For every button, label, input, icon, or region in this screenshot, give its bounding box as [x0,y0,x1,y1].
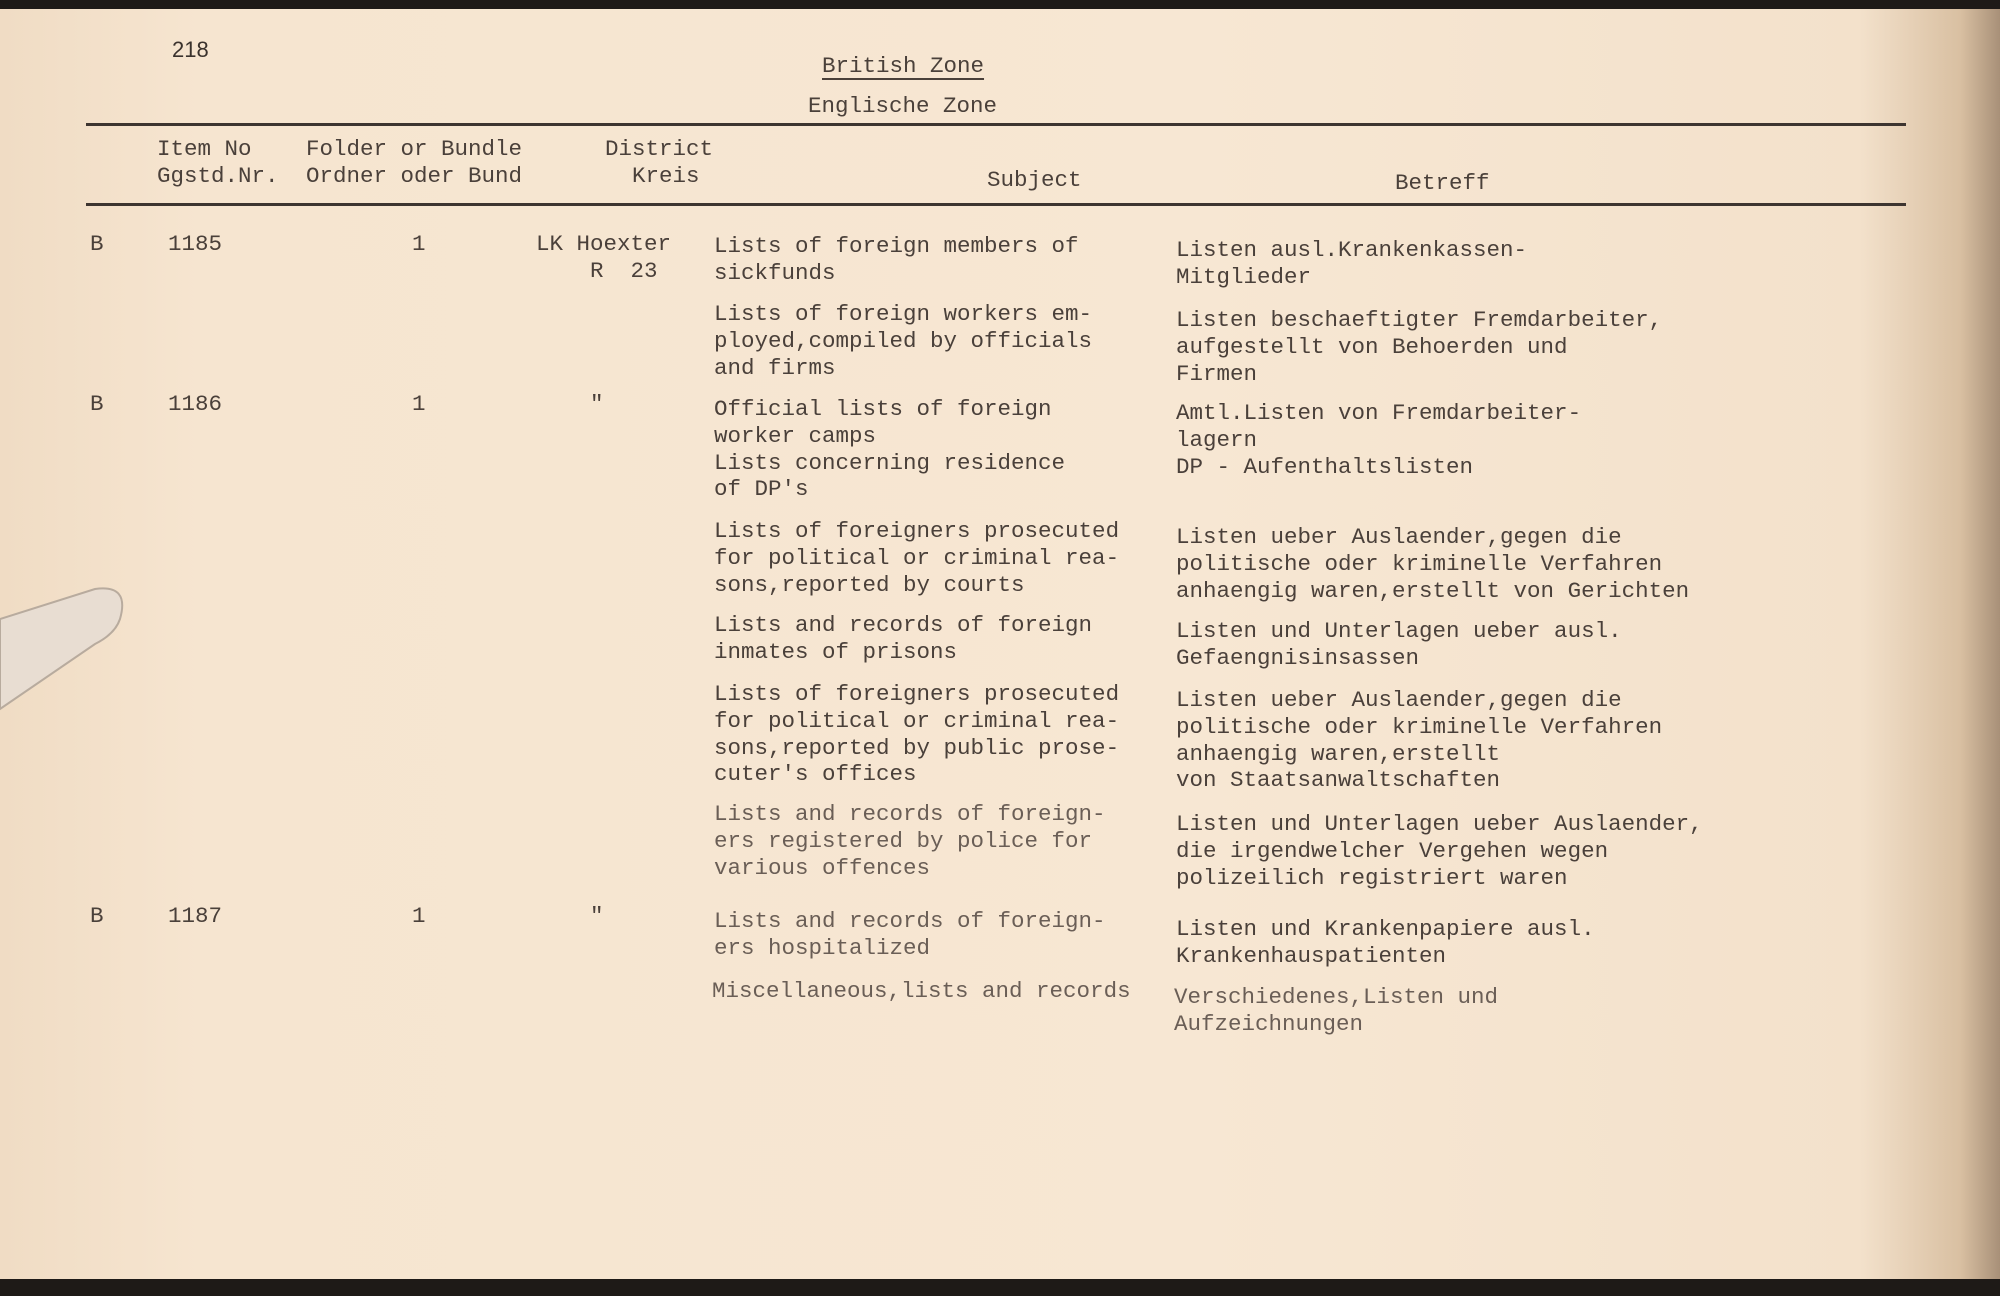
row-district: " [590,903,604,929]
header-betreff: Betreff [1395,170,1490,196]
row-folder: 1 [412,903,426,929]
row-item-no: 1187 [168,903,223,929]
entry-betreff: Listen beschaeftigter Fremdarbeiter, aufgestellt von Behoerden und Firmen [1176,307,1663,387]
entry-subject: Lists and records of foreign inmates of prisons [714,612,1093,665]
row-item-no: 1186 [168,391,223,417]
header-rule-bottom [86,203,1906,206]
row-letter: B [90,231,104,257]
header-subject: Subject [987,167,1082,193]
entry-betreff: Listen ueber Auslaender,gegen die politische oder kriminelle Verfahren anhaengig waren,erstellt von Gerichten [1176,524,1690,604]
entry-betreff: Listen ausl.Krankenkassen- Mitglieder [1176,237,1528,290]
row-district: " [590,391,604,417]
page-number: 218 [172,37,209,62]
header-folder: Folder or Bundle Ordner oder Bund [306,136,523,189]
entry-subject: Miscellaneous,lists and records [712,978,1131,1004]
row-folder: 1 [412,391,426,417]
page-subtitle: Englische Zone [808,93,998,119]
entry-subject: Lists of foreign workers em- ployed,compiled by officials and firms [714,301,1093,381]
entry-betreff: Listen und Krankenpapiere ausl. Krankenhauspatienten [1176,916,1595,969]
entry-betreff: Amtl.Listen von Fremdarbeiter- lagern DP - Aufenthaltslisten [1176,400,1582,480]
entry-subject: Lists of foreign members of sickfunds [714,233,1079,286]
entry-subject: Lists and records of foreign- ers hospitalized [714,908,1106,961]
row-letter: B [90,391,104,417]
row-letter: B [90,903,104,929]
entry-betreff: Verschiedenes,Listen und Aufzeichnungen [1174,984,1499,1037]
entry-subject: Lists of foreigners prosecuted for political or criminal rea- sons,reported by courts [714,518,1120,598]
pointer-object-icon [0,584,140,714]
entry-betreff: Listen und Unterlagen ueber ausl. Gefaengnisinsassen [1176,618,1622,671]
header-item-no: Item No Ggstd.Nr. [157,136,279,189]
entry-subject: Lists and records of foreign- ers registered by police for various offences [714,801,1106,881]
row-folder: 1 [412,231,426,257]
entry-betreff: Listen und Unterlagen ueber Auslaender, die irgendwelcher Vergehen wegen polizeilich registriert waren [1176,811,1703,891]
entry-subject: Lists of foreigners prosecuted for political or criminal rea- sons,reported by public prose- cuter's offices [714,681,1120,788]
header-rule-top [86,123,1906,126]
header-district: District Kreis [605,136,714,189]
document-page [0,9,2000,1279]
entry-betreff: Listen ueber Auslaender,gegen die politische oder kriminelle Verfahren anhaengig waren,erstellt von Staatsanwaltschaften [1176,687,1663,794]
entry-subject: Official lists of foreign worker camps Lists concerning residence of DP's [714,396,1066,503]
row-district: LK Hoexter R 23 [536,231,672,284]
row-item-no: 1185 [168,231,223,257]
page-title: British Zone [822,53,985,79]
